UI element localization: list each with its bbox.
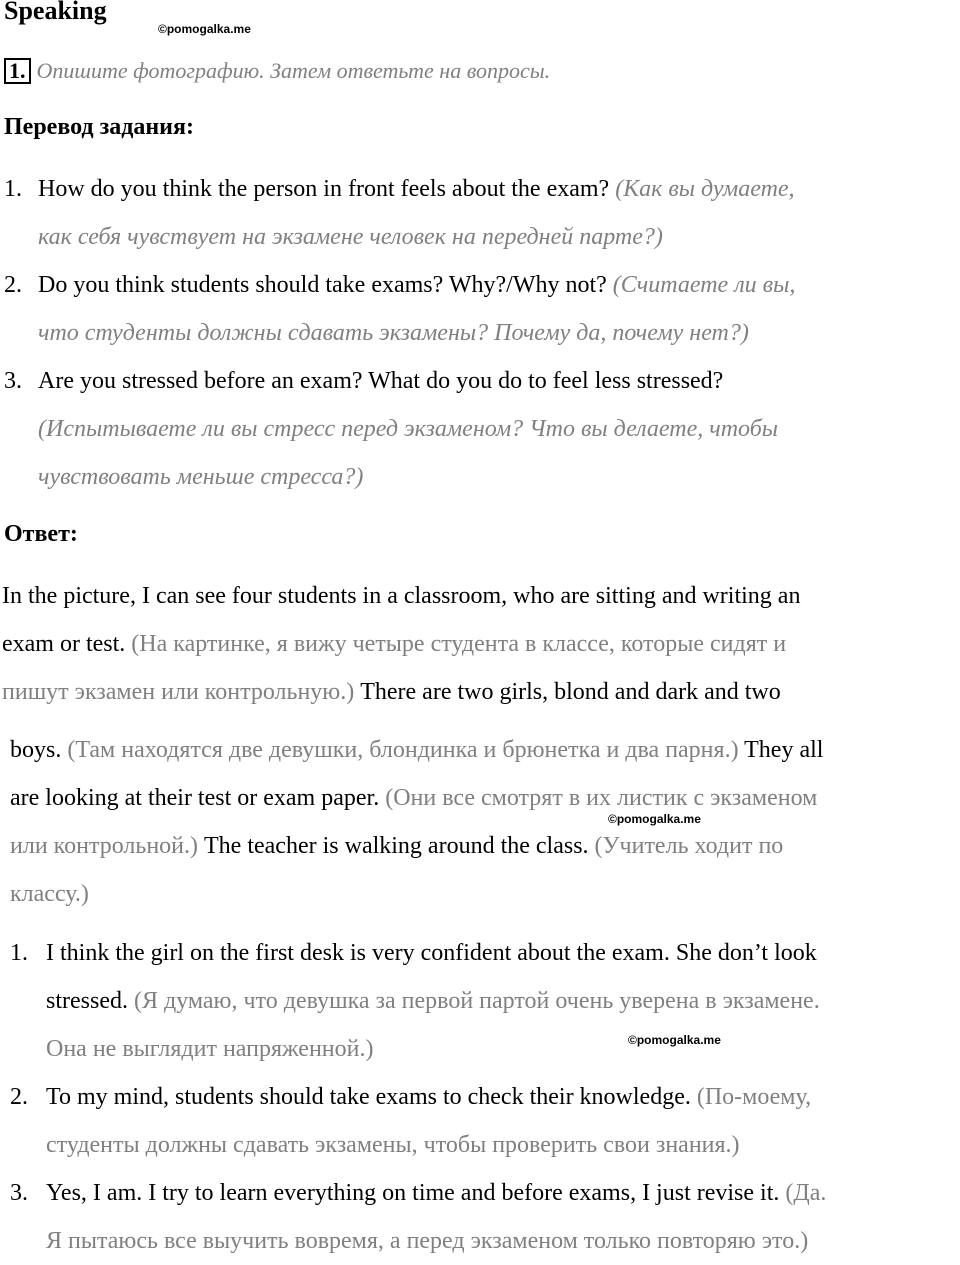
answer-line [10,774,823,822]
question-2-ru-cont: что студенты должны сдавать экзамены? Почему да, почему нет?) [38,320,749,346]
answer-ru: пишут экзамен или контрольную.) [2,679,355,705]
answer-en: There are two girls, blond and dark and two [360,679,781,705]
answer-ru: (Учитель ходит по [594,833,784,859]
answer-en: Yes, I am. I try to learn everything on time and before exams, I just revise it. [46,1180,780,1206]
watermark: ©pomogalka.me [628,1033,721,1047]
answer-ru: (Я думаю, что девушка за первой партой очень уверена в экзамене. [133,988,820,1014]
answer-paragraph-a [2,572,800,716]
answer-en: are looking at their test or exam paper. [10,785,380,811]
watermark: ©pomogalka.me [158,22,251,36]
answer-en: exam or test. [2,631,126,657]
answer-item-2 [10,1073,826,1121]
question-en: Do you think students should take exams? Why?/Why not? [38,272,607,298]
answer-number: 3. [10,1180,28,1206]
answer-ru: (Там находятся две девушки, блондинка и брюнетка и два парня.) [67,737,739,763]
section-title: Speaking [4,0,107,25]
question-ru: (Как вы думаете, [615,176,795,202]
answer-item-2-ru-cont: студенты должны сдавать экзамены, чтобы проверить свои знания.) [46,1132,740,1158]
answer-paragraph-b [10,726,823,918]
question-3 [4,357,795,405]
answer-number: 2. [10,1084,28,1110]
answer-en: I think the girl on the first desk is very confident about the exam. She don’t look [46,940,817,966]
question-1 [4,165,795,213]
questions-list [4,165,795,501]
answer-item-3-ru-cont: Я пытаюсь все выучить вовремя, а перед экзаменом только повторяю это.) [46,1228,809,1254]
question-en: How do you think the person in front feels about the exam? [38,176,610,202]
answer-en: They all [744,737,824,763]
answer-item-1 [10,929,826,977]
question-number: 2. [4,272,22,298]
task-instruction: Опишите фотографию. Затем ответьте на вопросы. [36,58,551,83]
question-number: 3. [4,368,22,394]
question-3-ru-cont: чувствовать меньше стресса?) [38,464,364,490]
watermark: ©pomogalka.me [608,812,701,826]
answer-item-3 [10,1169,826,1217]
task-number-badge: 1. [4,58,31,84]
answer-line: In the picture, I can see four students in a classroom, who are sitting and writing an [2,583,801,609]
question-2 [4,261,795,309]
question-3-ru: (Испытываете ли вы стресс перед экзаменом? Что вы делаете, чтобы [38,416,779,442]
answer-line [10,726,823,774]
answer-heading: Ответ: [4,521,78,547]
answers-list [10,929,826,1265]
answer-ru: (На картинке, я вижу четыре студента в классе, которые сидят и [131,631,787,657]
answer-line [10,822,823,870]
answer-line: классу.) [10,881,89,907]
question-ru: (Считаете ли вы, [612,272,796,298]
question-1-ru-cont: как себя чувствует на экзамене человек на передней парте?) [38,224,663,250]
question-en: Are you stressed before an exam? What do you do to feel less stressed? [38,368,724,394]
answer-item-1-cont [10,977,826,1025]
answer-number: 1. [10,940,28,966]
answer-en: stressed. [46,988,128,1014]
answer-ru: или контрольной.) [10,833,199,859]
answer-ru: (Да. [785,1180,827,1206]
question-number: 1. [4,176,22,202]
answer-ru: (По-моему, [696,1084,812,1110]
answer-line [2,668,800,716]
answer-ru: (Они все смотрят в их листик с экзаменом [385,785,818,811]
answer-en: To my mind, students should take exams to check their knowledge. [46,1084,691,1110]
answer-en: boys. [10,737,62,763]
answer-line [2,620,800,668]
answer-en: The teacher is walking around the class. [204,833,589,859]
task-instruction-line [4,58,550,84]
translation-heading: Перевод задания: [4,114,194,140]
answer-item-1-ru-cont: Она не выглядит напряженной.) [46,1036,374,1062]
